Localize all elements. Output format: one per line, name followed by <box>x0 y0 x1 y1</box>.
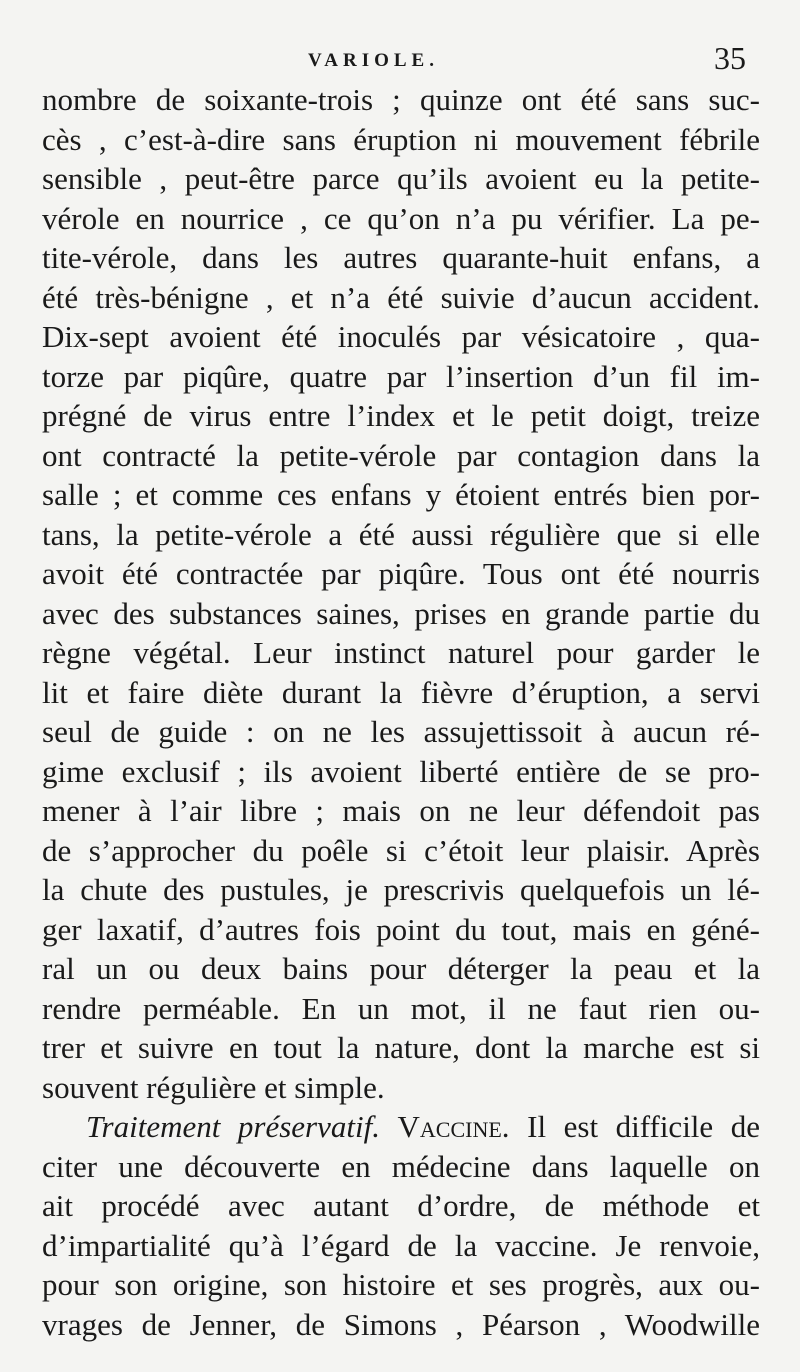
text-line: rendre perméable. En un mot, il ne faut rien ou- <box>42 990 760 1026</box>
text-line: tite-vérole, dans les autres quarante-huit enfans, a <box>42 240 760 275</box>
text-line: citer une découverte en médecine dans laquelle on <box>42 1148 760 1184</box>
text-line: mener à l’air libre ; mais on ne leur défendoit pas <box>42 793 760 828</box>
text-line: lit et faire diète durant la fièvre d’éruption, a servi <box>42 674 760 710</box>
text-line: d’impartialité qu’à l’égard de la vaccine. Je renvoie, <box>42 1227 760 1263</box>
text-line: ait procédé avec autant d’ordre, de méthode et <box>42 1188 760 1223</box>
section-heading-italic: Traitement préservatif. <box>86 1109 380 1144</box>
text-line: sensible , peut-être parce qu’ils avoient eu la petite- <box>42 161 760 196</box>
text-line: seul de guide : on ne les assujettissoit à aucun ré- <box>42 714 760 749</box>
paragraph-1 <box>42 80 760 1107</box>
text-line: nombre de soixante-trois ; quinze ont été sans suc- <box>42 82 760 117</box>
text-line: souvent régulière et simple. <box>42 1069 385 1105</box>
paragraph-2 <box>42 1107 760 1344</box>
text-line: tans, la petite-vérole a été aussi régulière que si elle <box>42 516 760 552</box>
text-fragment: Il est difficile de <box>527 1109 760 1144</box>
text-line: cès , c’est-à-dire sans éruption ni mouvement fébrile <box>42 121 760 157</box>
text-line: la chute des pustules, je prescrivis quelquefois un lé- <box>42 872 760 907</box>
text-line: trer et suivre en tout la nature, dont la marche est si <box>42 1030 760 1065</box>
page-header <box>0 28 800 88</box>
text-line: prégné de virus entre l’index et le petit doigt, treize <box>42 398 760 433</box>
text-line <box>42 1107 760 1147</box>
text-line: vrages de Jenner, de Simons , Péarson , Woodwille <box>42 1306 760 1342</box>
text-line: Dix-sept avoient été inoculés par vésicatoire , qua- <box>42 319 760 354</box>
text-line: été très-bénigne , et n’a été suivie d’aucun accident. <box>42 279 760 315</box>
text-line: règne végétal. Leur instinct naturel pour garder le <box>42 635 760 670</box>
section-keyword: Vaccine. <box>397 1109 510 1144</box>
text-line: salle ; et comme ces enfans y étoient entrés bien por- <box>42 477 760 512</box>
text-line: vérole en nourrice , ce qu’on n’a pu vérifier. La pe- <box>42 200 760 236</box>
text-line: torze par piqûre, quatre par l’insertion d’un fil im- <box>42 358 760 394</box>
text-line: ger laxatif, d’autres fois point du tout, mais en géné- <box>42 911 760 947</box>
text-line: avoit été contractée par piqûre. Tous ont été nourris <box>42 556 760 591</box>
page-number: 35 <box>714 40 746 76</box>
text-line: ral un ou deux bains pour déterger la peau et la <box>42 951 760 986</box>
text-line: ont contracté la petite-vérole par contagion dans la <box>42 437 760 473</box>
running-title: VARIOLE. <box>308 50 439 71</box>
body-text <box>42 80 760 1344</box>
text-line: gime exclusif ; ils avoient liberté entière de se pro- <box>42 753 760 789</box>
text-line: pour son origine, son histoire et ses progrès, aux ou- <box>42 1267 760 1302</box>
text-line: avec des substances saines, prises en grande partie du <box>42 595 760 631</box>
text-line: de s’approcher du poêle si c’étoit leur plaisir. Après <box>42 832 760 868</box>
